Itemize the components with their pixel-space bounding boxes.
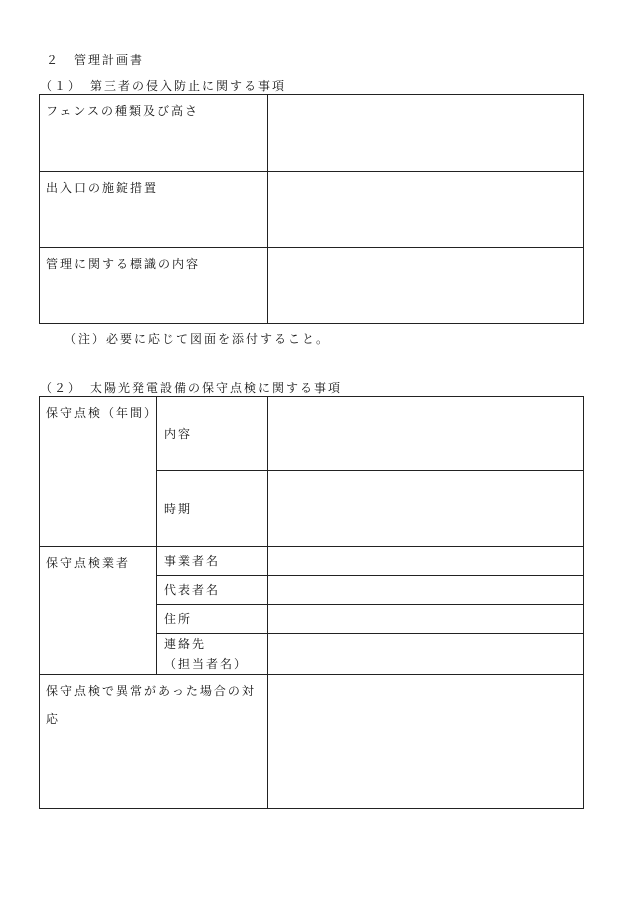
management-sign-label: 管理に関する標識の内容 [40, 248, 268, 324]
entrance-lock-field[interactable] [268, 172, 584, 248]
anomaly-label-line1: 保守点検で異常があった場合の対 [46, 684, 256, 698]
attachment-note: （注）必要に応じて図面を添付すること。 [64, 332, 331, 346]
inspection-content-label: 内容 [157, 397, 268, 471]
table-row [40, 397, 584, 471]
representative-label: 代表者名 [157, 576, 268, 605]
page-heading: ２ 管理計画書 [46, 53, 145, 67]
operator-group-label: 保守点検業者 [40, 547, 157, 675]
contact-label-line2: （担当者名） [164, 657, 249, 671]
inspection-timing-field[interactable] [268, 471, 584, 547]
anomaly-response-label [40, 675, 268, 809]
section2-title: （２） 太陽光発電設備の保守点検に関する事項 [40, 381, 343, 395]
section1-title: （１） 第三者の侵入防止に関する事項 [40, 79, 287, 93]
inspection-group-label: 保守点検（年間） [40, 397, 157, 547]
table-row [40, 248, 584, 324]
inspection-content-field[interactable] [268, 397, 584, 471]
contact-field[interactable] [268, 634, 584, 675]
table-row [40, 95, 584, 172]
table-row [40, 547, 584, 576]
table-row [40, 675, 584, 809]
anomaly-response-field[interactable] [268, 675, 584, 809]
maintenance-table [39, 396, 584, 809]
fence-type-field[interactable] [268, 95, 584, 172]
operator-name-field[interactable] [268, 547, 584, 576]
fence-type-label: フェンスの種類及び高さ [40, 95, 268, 172]
address-field[interactable] [268, 605, 584, 634]
table-row [40, 172, 584, 248]
anomaly-label-line2: 応 [46, 712, 61, 726]
contact-label [157, 634, 268, 675]
operator-name-label: 事業者名 [157, 547, 268, 576]
management-sign-field[interactable] [268, 248, 584, 324]
contact-label-line1: 連絡先 [164, 637, 207, 651]
intrusion-prevention-table [39, 94, 584, 324]
entrance-lock-label: 出入口の施錠措置 [40, 172, 268, 248]
inspection-timing-label: 時期 [157, 471, 268, 547]
representative-field[interactable] [268, 576, 584, 605]
address-label: 住所 [157, 605, 268, 634]
